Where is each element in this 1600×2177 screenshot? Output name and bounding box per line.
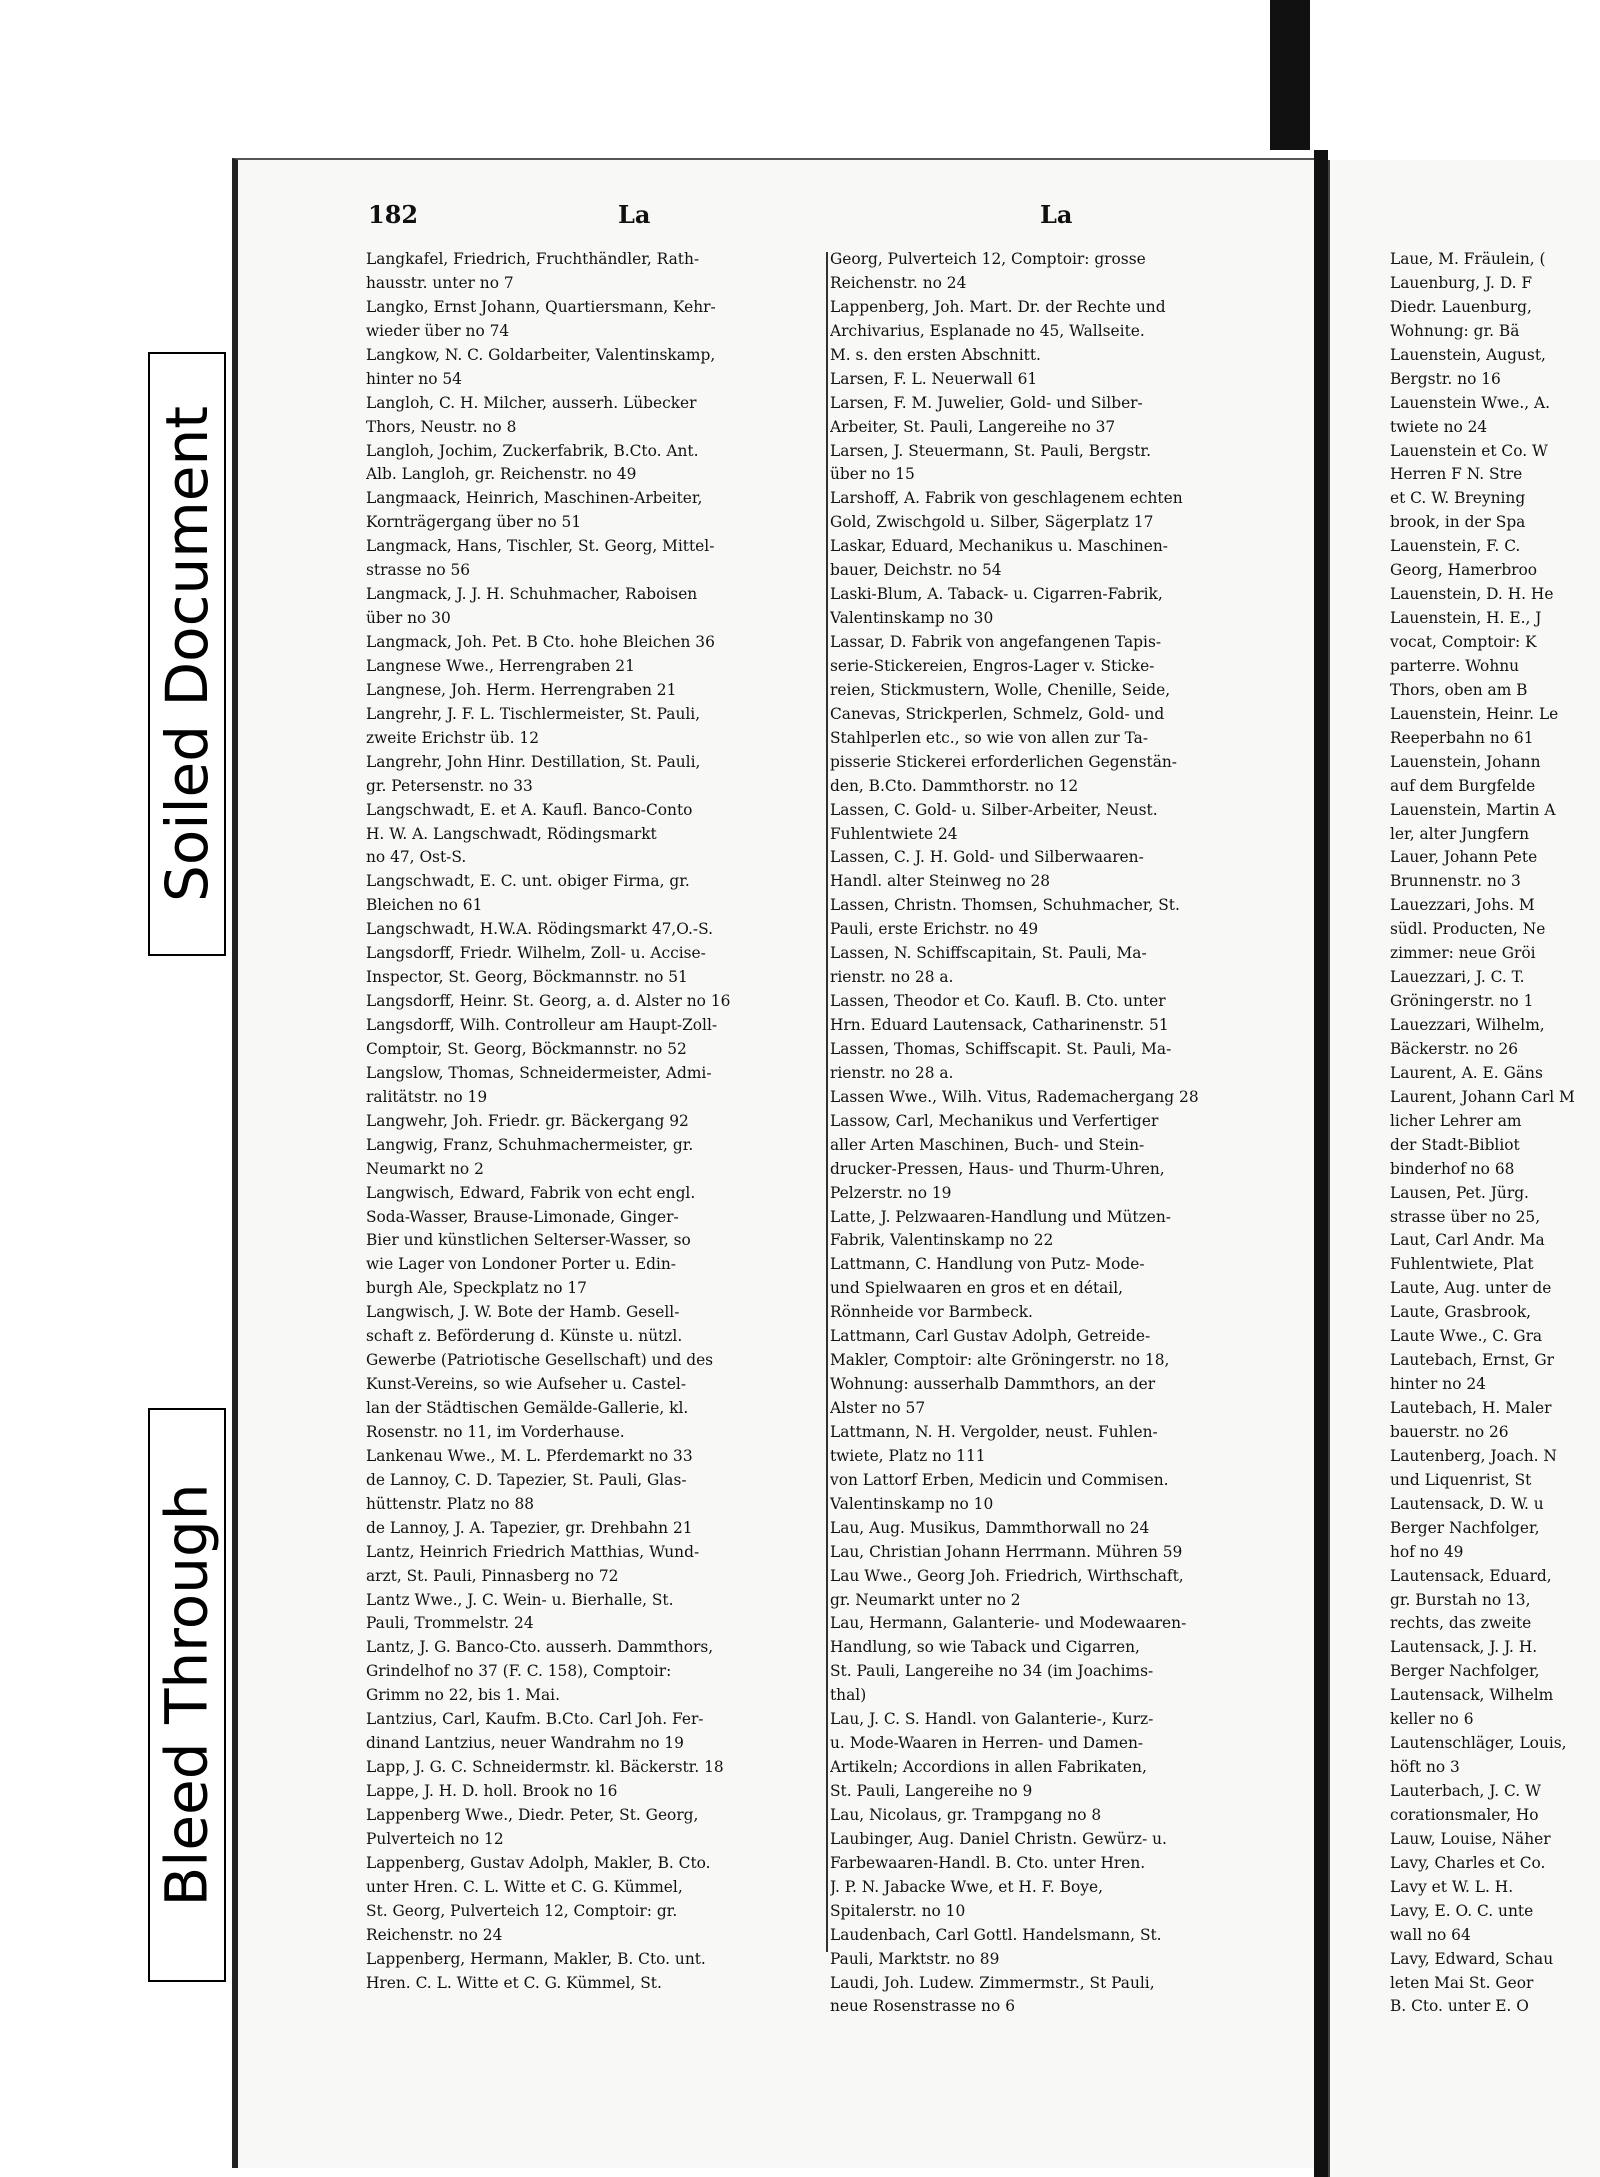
directory-entry-line: gr. Burstah no 13, <box>1390 1590 1531 1609</box>
directory-entry-line: et C. W. Breyning <box>1390 489 1526 508</box>
directory-entry-line: gr. Neumarkt unter no 2 <box>830 1590 1021 1609</box>
directory-entry-line: pisserie Stickerei erforderlichen Gegenstän- <box>830 752 1177 771</box>
directory-entry-line: Lautensack, J. J. H. <box>1390 1638 1538 1657</box>
directory-entry-line: Langwehr, Joh. Friedr. gr. Bäckergang 92 <box>366 1111 689 1130</box>
directory-entry-line: hüttenstr. Platz no 88 <box>366 1494 535 1513</box>
directory-entry-line: Langnese, Joh. Herm. Herrengraben 21 <box>366 680 677 699</box>
directory-entry-line: Larsen, F. M. Juwelier, Gold- und Silber- <box>830 393 1143 412</box>
directory-entry-line: Lauer, Johann Pete <box>1390 848 1538 867</box>
directory-entry-line: hausstr. unter no 7 <box>366 273 514 292</box>
directory-entry-line: Larshoff, A. Fabrik von geschlagenem echten <box>830 489 1183 508</box>
directory-entry-line: Lau Wwe., Georg Joh. Friedrich, Wirthschaft, <box>830 1566 1184 1585</box>
directory-entry-line: Valentinskamp no 10 <box>830 1494 994 1513</box>
directory-entry-line: Bergstr. no 16 <box>1390 369 1501 388</box>
directory-entry-line: strasse no 56 <box>366 561 471 580</box>
directory-entry-line: Gröningerstr. no 1 <box>1390 992 1534 1011</box>
directory-entry-line: Larsen, J. Steuermann, St. Pauli, Bergstr. <box>830 441 1151 460</box>
directory-entry-line: Langschwadt, E. C. unt. obiger Firma, gr. <box>366 872 690 891</box>
directory-entry-line: zimmer: neue Gröi <box>1390 944 1536 963</box>
directory-entry-line: licher Lehrer am <box>1390 1111 1522 1130</box>
directory-entry-line: Lau, Christian Johann Herrmann. Mühren 59 <box>830 1542 1183 1561</box>
directory-entry-line: Latte, J. Pelzwaaren-Handlung und Mützen- <box>830 1207 1171 1226</box>
directory-entry-line: Laute, Aug. unter de <box>1390 1279 1552 1298</box>
directory-entry-line: bauer, Deichstr. no 54 <box>830 561 1002 580</box>
directory-entry-line: Rönnheide vor Barmbeck. <box>830 1303 1033 1322</box>
directory-entry-line: Langmack, Joh. Pet. B Cto. hohe Bleichen 36 <box>366 633 715 651</box>
directory-entry-line: Soda-Wasser, Brause-Limonade, Ginger- <box>366 1207 679 1226</box>
directory-entry-line: bauerstr. no 26 <box>1390 1422 1509 1441</box>
directory-entry-line: Thors, Neustr. no 8 <box>366 417 517 436</box>
bleed-through-stamp <box>148 1408 226 1982</box>
directory-entry-line: Lau, Hermann, Galanterie- und Modewaaren- <box>830 1614 1187 1633</box>
directory-entry-line: Lauezzari, Wilhelm, <box>1390 1016 1545 1034</box>
directory-entry-line: Lattmann, N. H. Vergolder, neust. Fuhlen- <box>830 1422 1158 1441</box>
directory-column-2 <box>830 248 1286 2019</box>
directory-entry-line: Langrehr, John Hinr. Destillation, St. Pauli, <box>366 752 701 771</box>
directory-entry-line: Laue, M. Fräulein, ( <box>1390 250 1546 268</box>
directory-entry-line: rechts, das zweite <box>1390 1614 1532 1633</box>
directory-entry-line: Langnese Wwe., Herrengraben 21 <box>366 656 635 675</box>
directory-entry-line: Lantz, J. G. Banco-Cto. ausserh. Dammthors, <box>366 1638 714 1657</box>
directory-entry-line: und Spielwaaren en gros et en détail, <box>830 1279 1124 1298</box>
directory-entry-line: Gold, Zwischgold u. Silber, Sägerplatz 17 <box>830 513 1154 532</box>
directory-entry-line: Langmaack, Heinrich, Maschinen-Arbeiter, <box>366 489 703 508</box>
directory-entry-line: M. s. den ersten Abschnitt. <box>830 345 1041 364</box>
directory-entry-line: Alster no 57 <box>830 1399 926 1417</box>
directory-entry-line: rienstr. no 28 a. <box>830 968 954 987</box>
directory-entry-line: südl. Producten, Ne <box>1390 920 1546 939</box>
page-number: 182 <box>368 200 419 229</box>
directory-entry-line: Langmack, Hans, Tischler, St. Georg, Mittel- <box>366 537 715 556</box>
directory-entry-line: Lauenstein, August, <box>1390 345 1546 364</box>
directory-entry-line: Lavy, Charles et Co. <box>1390 1853 1546 1872</box>
directory-entry-line: Lauenstein et Co. W <box>1390 441 1548 460</box>
directory-entry-line: Lassen, C. J. H. Gold- und Silberwaaren- <box>830 848 1144 867</box>
directory-entry-line: Gewerbe (Patriotische Gesellschaft) und des <box>366 1351 714 1370</box>
directory-entry-line: Lautenschläger, Louis, <box>1390 1734 1567 1753</box>
directory-entry-line: Farbewaaren-Handl. B. Cto. unter Hren. <box>830 1853 1146 1872</box>
directory-entry-line: reien, Stickmustern, Wolle, Chenille, Seide, <box>830 680 1171 699</box>
directory-entry-line: Kornträgergang über no 51 <box>366 513 582 532</box>
directory-entry-line: Handlung, so wie Taback und Cigarren, <box>830 1638 1140 1657</box>
directory-entry-line: Langloh, Jochim, Zuckerfabrik, B.Cto. Ant. <box>366 441 699 460</box>
directory-entry-line: Lantzius, Carl, Kaufm. B.Cto. Carl Joh. Fer- <box>366 1710 704 1729</box>
directory-column-1 <box>366 248 822 1995</box>
directory-entry-line: lan der Städtischen Gemälde-Gallerie, kl. <box>366 1399 689 1417</box>
running-head-left: La <box>618 200 651 229</box>
directory-entry-line: J. P. N. Jabacke Wwe, et H. F. Boye, <box>830 1877 1103 1896</box>
directory-entry-line: und Liquenrist, St <box>1390 1470 1532 1489</box>
directory-entry-line: Bleichen no 61 <box>366 896 483 915</box>
directory-entry-line: Fabrik, Valentinskamp no 22 <box>830 1231 1054 1250</box>
directory-entry-line: auf dem Burgfelde <box>1390 776 1536 795</box>
directory-entry-line: Laudi, Joh. Ludew. Zimmermstr., St Pauli, <box>830 1973 1155 1992</box>
directory-entry-line: Lauezzari, Johs. M <box>1390 896 1535 915</box>
directory-entry-line: höft no 3 <box>1390 1758 1460 1777</box>
directory-entry-line: hinter no 24 <box>1390 1375 1486 1394</box>
directory-entry-line: Berger Nachfolger, <box>1390 1518 1540 1537</box>
directory-entry-line: Inspector, St. Georg, Böckmannstr. no 51 <box>366 968 688 987</box>
directory-entry-line: de Lannoy, C. D. Tapezier, St. Pauli, Glas- <box>366 1470 687 1489</box>
directory-entry-line: Langkafel, Friedrich, Fruchthändler, Rath- <box>366 250 700 268</box>
directory-entry-line: Handl. alter Steinweg no 28 <box>830 872 1051 891</box>
directory-entry-line: Lautensack, Eduard, <box>1390 1566 1552 1585</box>
bleed-through-label: Bleed Through <box>153 1483 222 1907</box>
directory-entry-line: Pelzerstr. no 19 <box>830 1183 952 1202</box>
directory-entry-line: no 47, Ost-S. <box>366 848 467 867</box>
soiled-document-stamp <box>148 352 226 956</box>
directory-entry-line: thal) <box>830 1686 867 1705</box>
directory-entry-line: Langslow, Thomas, Schneidermeister, Admi- <box>366 1063 712 1082</box>
directory-entry-line: Georg, Pulverteich 12, Comptoir: grosse <box>830 250 1146 268</box>
directory-entry-line: binderhof no 68 <box>1390 1159 1515 1178</box>
directory-entry-line: Lauenstein Wwe., A. <box>1390 393 1551 412</box>
directory-entry-line: ler, alter Jungfern <box>1390 824 1530 843</box>
directory-entry-line: Lauenburg, J. D. F <box>1390 273 1533 292</box>
directory-entry-line: Artikeln; Accordions in allen Fabrikaten, <box>830 1758 1147 1777</box>
book-gutter <box>1314 150 1328 2177</box>
directory-entry-line: Langloh, C. H. Milcher, ausserh. Lübecker <box>366 393 697 412</box>
directory-entry-line: Lappenberg Wwe., Diedr. Peter, St. Georg, <box>366 1805 699 1824</box>
directory-entry-line: Lappenberg, Hermann, Makler, B. Cto. unt. <box>366 1949 706 1968</box>
directory-entry-line: zweite Erichstr üb. 12 <box>366 728 540 747</box>
directory-entry-line: Laute, Grasbrook, <box>1390 1303 1532 1322</box>
directory-entry-line: arzt, St. Pauli, Pinnasberg no 72 <box>366 1566 619 1585</box>
directory-entry-line: Lavy, E. O. C. unte <box>1390 1901 1534 1920</box>
directory-entry-line: Lappenberg, Gustav Adolph, Makler, B. Cto. <box>366 1853 711 1872</box>
column-divider <box>826 252 828 1952</box>
directory-entry-line: parterre. Wohnu <box>1390 656 1520 675</box>
directory-entry-line: Lauenstein, Martin A <box>1390 800 1556 819</box>
directory-entry-line: Lauenstein, Heinr. Le <box>1390 704 1559 723</box>
directory-entry-line: Langwig, Franz, Schuhmachermeister, gr. <box>366 1135 694 1154</box>
directory-entry-line: Langkow, N. C. Goldarbeiter, Valentinskamp, <box>366 345 716 364</box>
directory-entry-line: St. Georg, Pulverteich 12, Comptoir: gr. <box>366 1901 678 1920</box>
directory-entry-line: Langko, Ernst Johann, Quartiersmann, Kehr- <box>366 297 716 316</box>
directory-entry-line: Langwisch, Edward, Fabrik von echt engl. <box>366 1183 696 1202</box>
directory-entry-line: Fuhlentwiete, Plat <box>1390 1255 1534 1274</box>
directory-entry-line: Langrehr, J. F. L. Tischlermeister, St. Pauli, <box>366 704 701 723</box>
directory-entry-line: Lau, J. C. S. Handl. von Galanterie-, Kurz- <box>830 1710 1154 1729</box>
directory-entry-line: Hren. C. L. Witte et C. G. Kümmel, St. <box>366 1973 662 1992</box>
directory-entry-line: Spitalerstr. no 10 <box>830 1901 966 1920</box>
directory-entry-line: ralitätstr. no 19 <box>366 1087 488 1106</box>
directory-entry-line: Lassow, Carl, Mechanikus und Verfertiger <box>830 1111 1159 1130</box>
directory-entry-line: Herren F N. Stre <box>1390 465 1523 484</box>
directory-entry-line: Diedr. Lauenburg, <box>1390 297 1532 316</box>
directory-entry-line: wall no 64 <box>1390 1925 1471 1944</box>
directory-entry-line: Lauenstein, H. E., J <box>1390 609 1542 628</box>
directory-entry-line: Kunst-Vereins, so wie Aufseher u. Castel- <box>366 1375 687 1394</box>
directory-entry-line: Lassen, Thomas, Schiffscapit. St. Pauli, Ma- <box>830 1039 1172 1058</box>
directory-entry-line: Langmack, J. J. H. Schuhmacher, Raboisen <box>366 585 698 604</box>
directory-entry-line: Langwisch, J. W. Bote der Hamb. Gesell- <box>366 1303 680 1322</box>
directory-entry-line: Larsen, F. L. Neuerwall 61 <box>830 369 1038 388</box>
directory-entry-line: drucker-Pressen, Haus- und Thurm-Uhren, <box>830 1159 1165 1178</box>
directory-entry-line: Alb. Langloh, gr. Reichenstr. no 49 <box>366 465 637 484</box>
directory-entry-line: über no 15 <box>830 465 915 484</box>
directory-entry-line: Lantz Wwe., J. C. Wein- u. Bierhalle, St. <box>366 1590 674 1609</box>
directory-entry-line: Lautensack, D. W. u <box>1390 1494 1544 1513</box>
directory-entry-line: Lautebach, Ernst, Gr <box>1390 1351 1554 1370</box>
directory-entry-line: strasse über no 25, <box>1390 1207 1541 1226</box>
directory-entry-line: Pauli, Marktstr. no 89 <box>830 1949 1000 1968</box>
directory-entry-line: Georg, Hamerbroo <box>1390 561 1538 580</box>
directory-entry-line: Brunnenstr. no 3 <box>1390 872 1521 891</box>
directory-entry-line: Lausen, Pet. Jürg. <box>1390 1183 1529 1202</box>
directory-entry-line: rienstr. no 28 a. <box>830 1063 954 1082</box>
directory-entry-line: Stahlperlen etc., so wie von allen zur Ta- <box>830 728 1149 747</box>
directory-entry-line: Reeperbahn no 61 <box>1390 728 1534 747</box>
directory-entry-line: Berger Nachfolger, <box>1390 1662 1540 1681</box>
directory-entry-line: Pulverteich no 12 <box>366 1829 504 1848</box>
directory-entry-line: Comptoir, St. Georg, Böckmannstr. no 52 <box>366 1039 687 1058</box>
directory-entry-line: schaft z. Beförderung d. Künste u. nützl. <box>366 1327 683 1346</box>
directory-entry-line: Rosenstr. no 11, im Vorderhause. <box>366 1422 625 1441</box>
directory-entry-line: Langsdorff, Wilh. Controlleur am Haupt-Zoll- <box>366 1016 718 1034</box>
directory-entry-line: Lapp, J. G. C. Schneidermstr. kl. Bäckerstr. 18 <box>366 1758 724 1777</box>
directory-entry-line: Lassen, Theodor et Co. Kaufl. B. Cto. unter <box>830 992 1166 1011</box>
directory-entry-line: Laut, Carl Andr. Ma <box>1390 1231 1545 1250</box>
directory-entry-line: der Stadt-Bibliot <box>1390 1135 1520 1154</box>
directory-entry-line: Fuhlentwiete 24 <box>830 824 958 843</box>
directory-entry-line: Lauenstein, Johann <box>1390 752 1541 771</box>
directory-entry-line: Lavy et W. L. H. <box>1390 1877 1514 1896</box>
directory-entry-line: Langsdorff, Heinr. St. Georg, a. d. Alster no 16 <box>366 992 731 1011</box>
directory-entry-line: twiete, Platz no 111 <box>830 1446 986 1465</box>
directory-entry-line: Lautenberg, Joach. N <box>1390 1446 1557 1465</box>
left-margin <box>0 0 88 2177</box>
directory-entry-line: Laskar, Eduard, Mechanikus u. Maschinen- <box>830 537 1168 556</box>
directory-entry-line: Lauw, Louise, Näher <box>1390 1829 1551 1848</box>
directory-entry-line: Reichenstr. no 24 <box>830 273 967 292</box>
directory-entry-line: Laski-Blum, A. Taback- u. Cigarren-Fabrik, <box>830 585 1163 604</box>
directory-entry-line: H. W. A. Langschwadt, Rödingsmarkt <box>366 824 657 843</box>
directory-entry-line: corationsmaler, Ho <box>1390 1805 1539 1824</box>
directory-entry-line: Canevas, Strickperlen, Schmelz, Gold- und <box>830 704 1165 723</box>
directory-entry-line: hof no 49 <box>1390 1542 1464 1561</box>
directory-entry-line: Lavy, Edward, Schau <box>1390 1949 1554 1968</box>
directory-entry-line: St. Pauli, Langereihe no 9 <box>830 1782 1033 1800</box>
soiled-document-label: Soiled Document <box>153 406 222 902</box>
directory-entry-line: vocat, Comptoir: K <box>1390 633 1537 651</box>
directory-entry-line: Langschwadt, E. et A. Kaufl. Banco-Conto <box>366 800 693 819</box>
directory-entry-line: B. Cto. unter E. O <box>1390 1997 1529 2016</box>
directory-entry-line: St. Pauli, Langereihe no 34 (im Joachims- <box>830 1662 1154 1681</box>
directory-entry-line: Lau, Nicolaus, gr. Trampgang no 8 <box>830 1805 1102 1824</box>
directory-entry-line: Lassen Wwe., Wilh. Vitus, Rademachergang 28 <box>830 1087 1199 1106</box>
directory-entry-line: Lankenau Wwe., M. L. Pferdemarkt no 33 <box>366 1446 693 1465</box>
directory-entry-line: Lau, Aug. Musikus, Dammthorwall no 24 <box>830 1518 1150 1537</box>
page-edge-shadow <box>1270 0 1310 150</box>
directory-entry-line: Arbeiter, St. Pauli, Langereihe no 37 <box>830 417 1116 436</box>
directory-entry-line: gr. Petersenstr. no 33 <box>366 776 533 795</box>
directory-entry-line: unter Hren. C. L. Witte et C. G. Kümmel, <box>366 1877 683 1896</box>
directory-entry-line: Laurent, A. E. Gäns <box>1390 1063 1543 1082</box>
directory-entry-line: u. Mode-Waaren in Herren- und Damen- <box>830 1734 1144 1753</box>
directory-entry-line: Wohnung: ausserhalb Dammthors, an der <box>830 1375 1156 1394</box>
directory-entry-line: Lautensack, Wilhelm <box>1390 1686 1554 1705</box>
directory-entry-line: Hrn. Eduard Lautensack, Catharinenstr. 51 <box>830 1016 1169 1034</box>
directory-entry-line: keller no 6 <box>1390 1710 1474 1729</box>
directory-column-3 <box>1390 248 1600 2019</box>
directory-entry-line: Laurent, Johann Carl M <box>1390 1087 1575 1106</box>
directory-entry-line: twiete no 24 <box>1390 417 1488 436</box>
running-head-right: La <box>1040 200 1073 229</box>
directory-entry-line: Lassen, Christn. Thomsen, Schuhmacher, St. <box>830 896 1180 915</box>
directory-entry-line: Lassen, C. Gold- u. Silber-Arbeiter, Neust. <box>830 800 1158 819</box>
directory-entry-line: Lautebach, H. Maler <box>1390 1399 1552 1417</box>
directory-entry-line: Lattmann, Carl Gustav Adolph, Getreide- <box>830 1327 1151 1346</box>
directory-entry-line: wie Lager von Londoner Porter u. Edin- <box>366 1255 676 1274</box>
directory-entry-line: Grindelhof no 37 (F. C. 158), Comptoir: <box>366 1662 672 1681</box>
directory-entry-line: Laute Wwe., C. Gra <box>1390 1327 1543 1346</box>
directory-entry-line: Lappenberg, Joh. Mart. Dr. der Rechte und <box>830 297 1166 316</box>
directory-entry-line: neue Rosenstrasse no 6 <box>830 1997 1015 2016</box>
directory-entry-line: de Lannoy, J. A. Tapezier, gr. Drehbahn 21 <box>366 1518 693 1537</box>
directory-entry-line: Reichenstr. no 24 <box>366 1925 503 1944</box>
directory-entry-line: wieder über no 74 <box>366 321 510 340</box>
directory-entry-line: Valentinskamp no 30 <box>830 609 994 628</box>
directory-entry-line: Laudenbach, Carl Gottl. Handelsmann, St. <box>830 1925 1162 1944</box>
directory-entry-line: leten Mai St. Geor <box>1390 1973 1534 1992</box>
directory-entry-line: dinand Lantzius, neuer Wandrahm no 19 <box>366 1734 684 1753</box>
directory-entry-line: Lauezzari, J. C. T. <box>1390 968 1525 987</box>
directory-entry-line: Langsdorff, Friedr. Wilhelm, Zoll- u. Accise- <box>366 944 706 963</box>
directory-entry-line: Pauli, Trommelstr. 24 <box>366 1614 534 1633</box>
directory-entry-line: Langschwadt, H.W.A. Rödingsmarkt 47,O.-S. <box>366 920 713 939</box>
directory-entry-line: Lattmann, C. Handlung von Putz- Mode- <box>830 1255 1145 1274</box>
directory-entry-line: Makler, Comptoir: alte Gröningerstr. no 18, <box>830 1351 1170 1370</box>
directory-entry-line: Pauli, erste Erichstr. no 49 <box>830 920 1039 939</box>
directory-entry-line: Lauterbach, J. C. W <box>1390 1782 1541 1800</box>
directory-entry-line: serie-Stickereien, Engros-Lager v. Sticke- <box>830 656 1155 675</box>
directory-entry-line: Bäckerstr. no 26 <box>1390 1039 1519 1058</box>
directory-entry-line: Lassar, D. Fabrik von angefangenen Tapis- <box>830 633 1162 651</box>
directory-entry-line: Lauenstein, F. C. <box>1390 537 1521 556</box>
directory-entry-line: Bier und künstlichen Selterser-Wasser, so <box>366 1231 691 1250</box>
directory-entry-line: den, B.Cto. Dammthorstr. no 12 <box>830 776 1079 795</box>
directory-entry-line: Laubinger, Aug. Daniel Christn. Gewürz- u. <box>830 1829 1167 1848</box>
directory-entry-line: Grimm no 22, bis 1. Mai. <box>366 1686 560 1705</box>
directory-entry-line: burgh Ale, Speckplatz no 17 <box>366 1279 587 1298</box>
directory-entry-line: Neumarkt no 2 <box>366 1159 484 1178</box>
directory-entry-line: Lassen, N. Schiffscapitain, St. Pauli, Ma- <box>830 944 1147 963</box>
directory-entry-line: Lauenstein, D. H. He <box>1390 585 1554 604</box>
directory-entry-line: von Lattorf Erben, Medicin und Commisen. <box>830 1470 1169 1489</box>
directory-entry-line: hinter no 54 <box>366 369 462 388</box>
directory-entry-line: Wohnung: gr. Bä <box>1390 321 1520 340</box>
directory-entry-line: über no 30 <box>366 609 451 628</box>
directory-entry-line: brook, in der Spa <box>1390 513 1526 532</box>
directory-entry-line: Archivarius, Esplanade no 45, Wallseite. <box>830 321 1145 340</box>
directory-entry-line: Lantz, Heinrich Friedrich Matthias, Wund- <box>366 1542 700 1561</box>
directory-entry-line: Lappe, J. H. D. holl. Brook no 16 <box>366 1782 618 1800</box>
directory-entry-line: Thors, oben am B <box>1390 680 1528 699</box>
directory-entry-line: aller Arten Maschinen, Buch- und Stein- <box>830 1135 1145 1154</box>
